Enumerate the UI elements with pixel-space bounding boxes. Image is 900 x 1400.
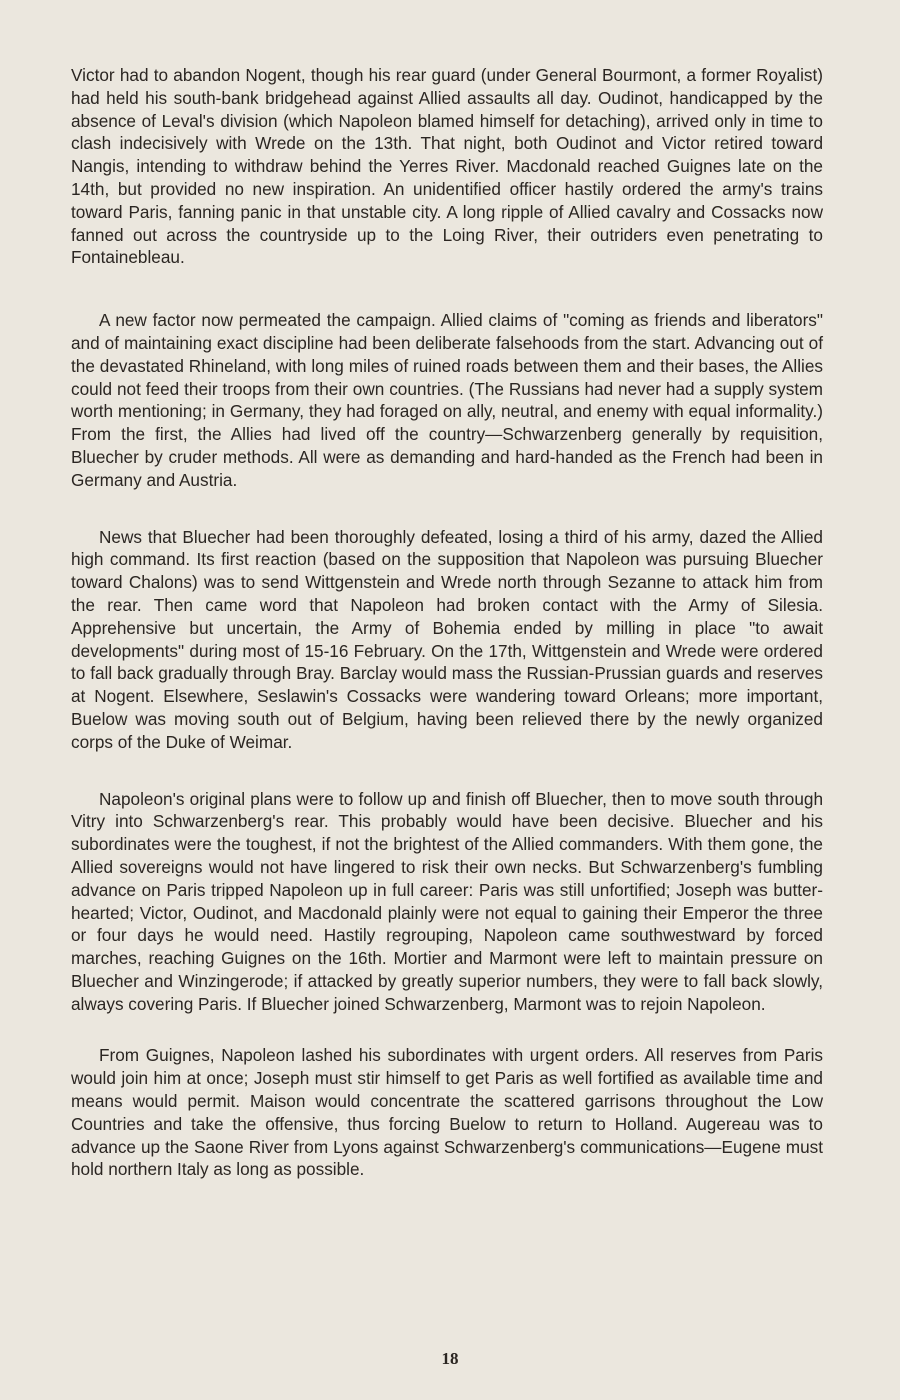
body-text xyxy=(71,64,823,1181)
paragraph-guignes-orders: From Guignes, Napoleon lashed his subordinates with urgent orders. All reserves from Paris would join him at once; Joseph must stir himself to get Paris as well fortified as available time and means would permit. Maison would concentrate the scattered garrisons throughout the Low Countries and take the offensive, thus forcing Buelow to return to Holland. Augereau was to advance up the Saone River from Lyons against Schwarzenberg's communications—Eugene must hold northern Italy as long as possible. xyxy=(71,1045,823,1180)
page-number: 18 xyxy=(441,1349,459,1368)
paragraph-nogent-retreat: Victor had to abandon Nogent, though his rear guard (under General Bourmont, a former Royalist) had held his south-bank bridgehead against Allied assaults all day. Oudinot, handicapped by the absence of Leval's division (which Napoleon blamed himself for detaching), arrived only in time to clash indecisively with Wrede on the 13th. That night, both Oudinot and Victor retired toward Nangis, intending to withdraw behind the Yerres River. Macdonald reached Guignes late on the 14th, but provided no new inspiration. An unidentified officer hastily ordered the army's trains toward Paris, fanning panic in that unstable city. A long ripple of Allied cavalry and Cossacks now fanned out across the countryside up to the Loing River, their outriders even penetrating to Fontainebleau. xyxy=(71,65,823,268)
paragraph-allied-reaction: News that Bluecher had been thoroughly defeated, losing a third of his army, dazed the Allied high command. Its first reaction (based on the supposition that Napoleon was pursuing Bluecher toward Chalons) was to send Wittgenstein and Wrede north through Sezanne to attack him from the rear. Then came word that Napoleon had broken contact with the Army of Silesia. Apprehensive but uncertain, the Army of Bohemia ended by milling in place "to await developments" during most of 15-16 February. On the 17th, Wittgenstein and Wrede were ordered to fall back gradually through Bray. Barclay would mass the Russian-Prussian guards and reserves at Nogent. Elsewhere, Seslawin's Cossacks were wandering toward Orleans; more important, Buelow was moving south out of Belgium, having been relieved there by the newly organized corps of the Duke of Weimar. xyxy=(71,526,823,752)
paragraph-napoleon-plans: Napoleon's original plans were to follow up and finish off Bluecher, then to move south through Vitry into Schwarzenberg's rear. This probably would have been decisive. Bluecher and his subordinates were the toughest, if not the brightest of the Allied commanders. With them gone, the Allied sovereigns would not have lingered to risk their own necks. But Schwarzenberg's fumbling advance on Paris tripped Napoleon up in full career: Paris was still unfortified; Joseph was butter-hearted; Victor, Oudinot, and Macdonald plainly were not equal to gaining their Emperor the three or four days he would need. Hastily regrouping, Napoleon came southwestward by forced marches, reaching Guignes on the 16th. Mortier and Marmont were left to maintain pressure on Bluecher and Winzingerode; if attacked by greatly superior numbers, they were to fall back slowly, always covering Paris. If Bluecher joined Schwarzenberg, Marmont was to rejoin Napoleon. xyxy=(71,788,823,1014)
paragraph-allied-requisition: A new factor now permeated the campaign. Allied claims of "coming as friends and liberators" and of maintaining exact discipline had been deliberate falsehoods from the start. Advancing out of the devastated Rhineland, with long miles of ruined roads between them and their bases, the Allies could not feed their troops from their own countries. (The Russians had never had a supply system worth mentioning; in Germany, they had foraged on ally, neutral, and enemy with equal informality.) From the first, the Allies had lived off the country—Schwarzenberg generally by requisition, Bluecher by cruder methods. All were as demanding and hard-handed as the French had been in Germany and Austria. xyxy=(71,310,823,490)
